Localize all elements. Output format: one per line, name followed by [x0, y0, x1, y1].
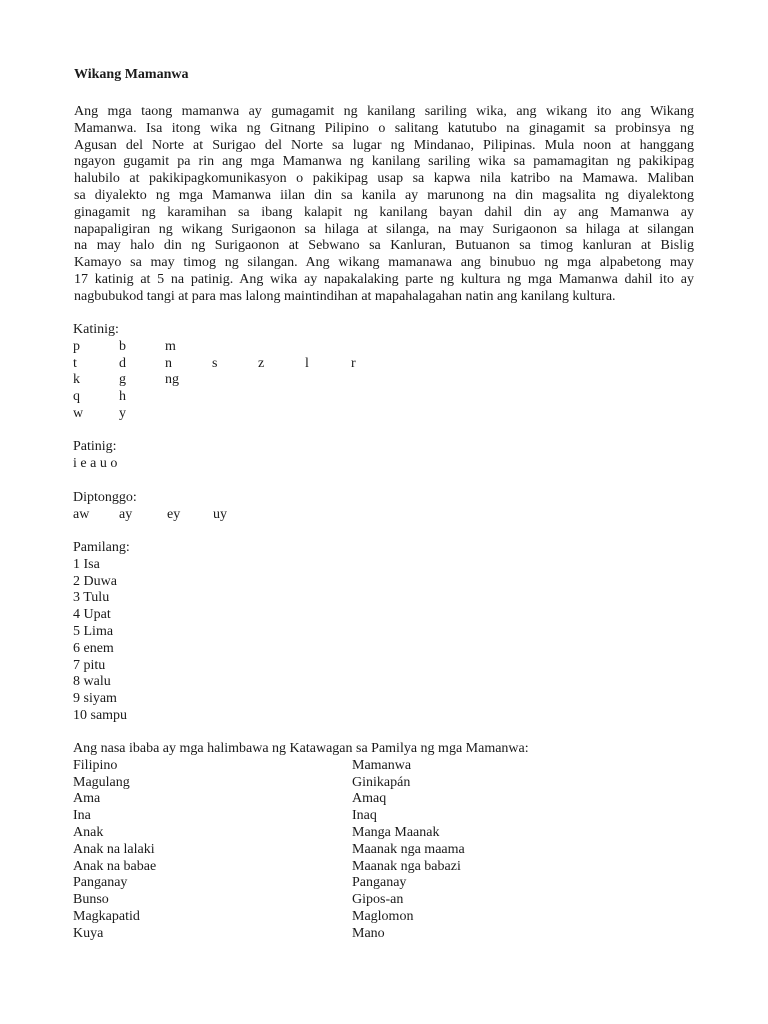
paragraph-line: sa diyalekto ng mga Mamanwa iilan din sa kanila ay marunong na din magsalita ng diyalektong: [74, 187, 694, 203]
consonant: b: [119, 338, 126, 354]
number-item: 5 Lima: [73, 623, 114, 639]
family-term-row: [73, 825, 529, 842]
consonant: r: [351, 355, 356, 371]
katinig-row: [73, 405, 126, 423]
filipino-term: Kuya: [73, 925, 104, 941]
mamanwa-term: Mano: [352, 925, 385, 941]
consonant: d: [119, 355, 126, 371]
katinig-heading: Katinig:: [73, 322, 119, 337]
diptonggo-heading: Diptonggo:: [73, 490, 137, 505]
number-item: 2 Duwa: [73, 573, 117, 589]
consonant: t: [73, 355, 77, 371]
family-terms-section: [73, 741, 529, 943]
filipino-term: Ina: [73, 808, 91, 824]
diphthong: uy: [213, 506, 227, 522]
family-term-row: [73, 791, 529, 808]
paragraph-line: Ang mga taong mamanwa ay gumagamit ng kanilang sariling wika, ang wikang ito ang Wikang: [74, 104, 694, 119]
family-term-row: [73, 842, 529, 859]
family-term-row: [73, 892, 529, 909]
paragraph-line: Kamayo sa may timog ng silangan. Ang wikang mamanawa ang binubuo ng mga alpabetong may: [74, 255, 694, 271]
diphthong: aw: [73, 506, 90, 522]
filipino-term: Magulang: [73, 774, 130, 790]
consonant: q: [73, 389, 80, 405]
katinig-row: [73, 338, 176, 356]
consonant: g: [119, 372, 126, 388]
consonant: k: [73, 372, 80, 388]
number-item: 10 sampu: [73, 707, 128, 723]
paragraph-line: ginagamit ng karamihan sa ibang kalapit ng kanilang bayan dahil din ay ang Mamanwa ay: [74, 204, 694, 220]
diptonggo-row: [73, 506, 227, 524]
filipino-term: Filipino: [73, 757, 118, 773]
family-term-row: [73, 926, 529, 943]
number-item: 9 siyam: [73, 691, 117, 707]
mamanwa-term: Gipos-an: [352, 892, 404, 908]
family-term-row: [73, 859, 529, 876]
number-item: 7 pitu: [73, 657, 106, 673]
mamanwa-term: Inaq: [352, 808, 377, 824]
consonant: m: [165, 338, 176, 354]
katinig-section: [73, 322, 356, 423]
paragraph-line: Agusan del Norte at Surigao del Norte sa lugar ng Mindanao, Pilipinas. Mula noon at hanggang: [74, 137, 694, 153]
page-title: Wikang Mamanwa: [74, 67, 189, 82]
family-term-row: [73, 875, 529, 892]
katinig-row: [73, 372, 179, 389]
katinig-row: [73, 355, 356, 373]
mamanwa-term: Manga Maanak: [352, 824, 440, 840]
filipino-term: Bunso: [73, 892, 109, 908]
filipino-term: Panganay: [73, 875, 128, 891]
paragraph-line: nagbubukod tangi at para mas lalong maintindihan at mapahalagahan natin ang kanilang kultura.: [74, 288, 616, 304]
consonant: y: [119, 405, 126, 421]
number-item: 8 walu: [73, 674, 111, 690]
family-terms-heading: Ang nasa ibaba ay mga halimbawa ng Katawagan sa Pamilya ng mga Mamanwa:: [73, 741, 529, 756]
consonant: h: [119, 389, 126, 405]
family-term-row: [73, 775, 529, 792]
mamanwa-term: Panganay: [352, 875, 407, 891]
consonant: ng: [165, 372, 179, 388]
patinig-section: [73, 439, 117, 473]
consonant: w: [73, 405, 84, 421]
filipino-term: Magkapatid: [73, 908, 140, 924]
mamanwa-term: Ginikapán: [352, 774, 411, 790]
filipino-term: Anak na lalaki: [73, 841, 155, 857]
filipino-term: Anak: [73, 824, 104, 840]
mamanwa-term: Amaq: [352, 791, 387, 807]
diphthong: ey: [167, 506, 181, 522]
intro-paragraph: [74, 104, 694, 306]
katinig-row: [73, 389, 126, 406]
consonant: s: [212, 355, 218, 371]
pamilang-section: [73, 540, 130, 725]
paragraph-line: halubilo at pakikipagkomunikasyon o pakikipag usap sa kapwa nila katribo na Mamawa. Maliban: [74, 171, 694, 187]
family-term-row: [73, 909, 529, 926]
filipino-term: Anak na babae: [73, 858, 157, 874]
paragraph-line: ngayon gugamit pa rin ang mga Mamanwa ng kanilang sariling wika sa pamamagitan ng pakikipag: [74, 154, 694, 170]
diphthong: ay: [119, 506, 133, 522]
number-item: 6 enem: [73, 640, 114, 656]
consonant: n: [165, 355, 172, 371]
consonant: l: [305, 355, 309, 371]
paragraph-line: 17 katinig at 5 na patinig. Ang wika ay napakalaking parte ng kultura ng mga Mamanwa dahil ito ay: [74, 271, 694, 287]
filipino-term: Ama: [73, 791, 101, 807]
diptonggo-section: [73, 490, 227, 524]
paragraph-line: Mamanwa. Isa itong wika ng Gitnang Pilipino o salitang katutubo na ginagamit sa probinsya ng: [74, 120, 694, 136]
patinig-heading: Patinig:: [73, 439, 117, 454]
patinig-letters: i e a u o: [73, 455, 118, 471]
consonant: z: [258, 355, 265, 371]
paragraph-line: na may halo din ng Surigaonon at Sebwano sa Kanluran, Butuanon sa timog kanluran at Bislig: [74, 238, 694, 254]
number-item: 1 Isa: [73, 556, 100, 572]
number-item: 4 Upat: [73, 607, 111, 623]
consonant: p: [73, 338, 80, 354]
pamilang-heading: Pamilang:: [73, 540, 130, 555]
family-term-row: [73, 758, 529, 775]
mamanwa-term: Maanak nga babazi: [352, 858, 461, 874]
paragraph-line: napapaligiran ng wikang Surigaonon sa hilaga at silanga, na may Surigaonon sa hilaga at silangan: [74, 221, 694, 237]
family-term-row: [73, 808, 529, 825]
number-item: 3 Tulu: [73, 590, 110, 606]
mamanwa-term: Mamanwa: [352, 757, 412, 773]
mamanwa-term: Maglomon: [352, 908, 414, 924]
mamanwa-term: Maanak nga maama: [352, 841, 465, 857]
